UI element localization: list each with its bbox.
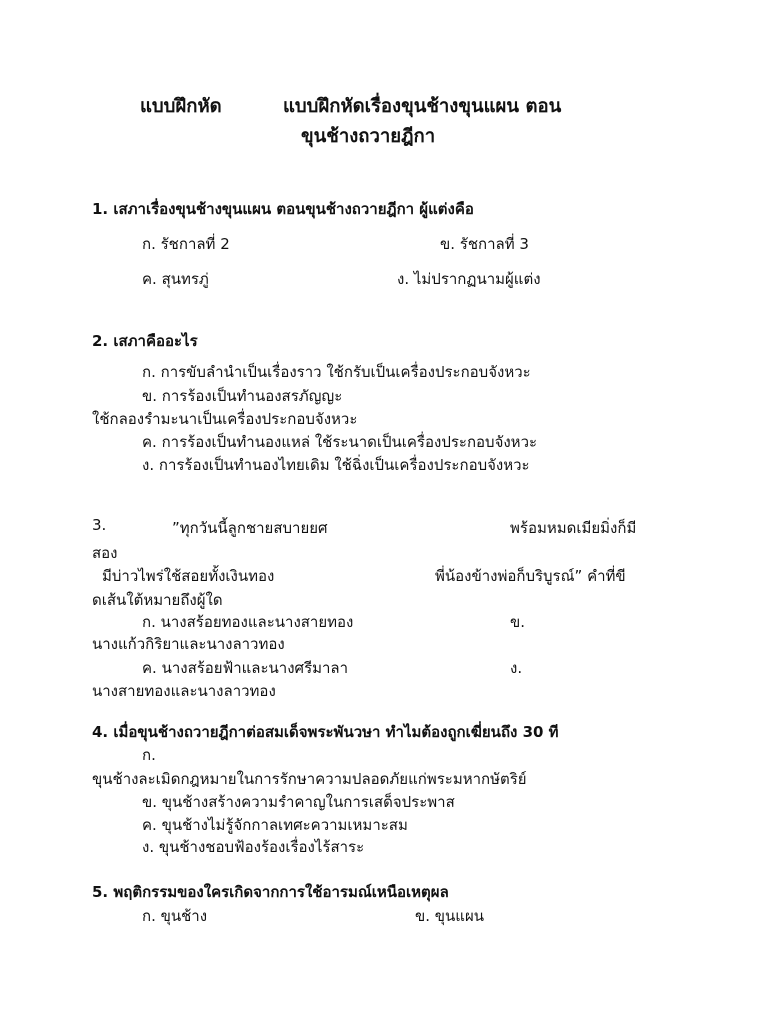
question-2: 2. เสภาคืออะไร [92, 332, 198, 350]
q3-choice-b: ข. [510, 613, 526, 631]
q1-choice-c: ค. สุนทรภู่ [142, 270, 209, 288]
q3-question-tail: ดเส้นใต้หมายถึงผู้ใด [92, 591, 223, 609]
question-5: 5. พฤติกรรมของใครเกิดจากการใช้อารมณ์เหนือเหตุผล [92, 883, 449, 901]
q4-choice-a: ก. [142, 746, 156, 764]
q4-choice-a-continued: ขุนช้างละเมิดกฎหมายในการรักษาความปลอดภัยแก่พระมหากษัตริย์ [92, 770, 527, 788]
q4-choice-c: ค. ขุนช้างไม่รู้จักกาลเทศะความเหมาะสม [142, 816, 408, 834]
q5-choice-b: ข. ขุนแผน [415, 907, 485, 925]
q3-choice-b-continued: นางแก้วกิริยาและนางลาวทอง [92, 635, 285, 653]
q3-choice-a: ก. นางสร้อยทองและนางสายทอง [142, 613, 354, 631]
q3-choice-c: ค. นางสร้อยฟ้าและนางศรีมาลา [142, 659, 349, 677]
q3-verse-3: มีบ่าวไพร่ใช้สอยทั้งเงินทอง [102, 567, 275, 585]
question-3-number: 3. [92, 516, 107, 534]
q4-choice-b: ข. ขุนช้างสร้างความรำคาญในการเสด็จประพาส [142, 793, 455, 811]
q3-verse-4: พี่น้องข้างพ่อก็บริบูรณ์” คำที่ขี [435, 567, 626, 585]
q4-choice-d: ง. ขุนช้างชอบฟ้องร้องเรื่องไร้สาระ [142, 838, 365, 856]
q1-choice-b: ข. รัชกาลที่ 3 [440, 235, 529, 253]
q3-verse-1: ”ทุกวันนี้ลูกชายสบายยศ [172, 519, 328, 537]
question-1: 1. เสภาเรื่องขุนช้างขุนแผน ตอนขุนช้างถวายฎีกา ผู้แต่งคือ [92, 200, 474, 218]
q3-verse-2-wrap: สอง [92, 544, 118, 562]
q1-choice-d: ง. ไม่ปรากฏนามผู้แต่ง [397, 270, 541, 288]
q1-choice-a: ก. รัชกาลที่ 2 [142, 235, 230, 253]
question-4: 4. เมื่อขุนช้างถวายฎีกาต่อสมเด็จพระพันวษา ทำไมต้องถูกเฆี่ยนถึง 30 ที [92, 723, 559, 741]
q2-choice-c: ค. การร้องเป็นทำนองแหล่ ใช้ระนาดเป็นเครื่องประกอบจังหวะ [142, 433, 538, 451]
q3-choice-d-continued: นางสายทองและนางลาวทอง [92, 682, 276, 700]
title-label: แบบฝึกหัด [140, 96, 222, 117]
q5-choice-a: ก. ขุนช้าง [142, 907, 208, 925]
q2-choice-b: ข. การร้องเป็นทำนองสรภัญญะ [142, 387, 343, 405]
q3-choice-d: ง. [510, 659, 523, 677]
q2-choice-a: ก. การขับลำนำเป็นเรื่องราว ใช้กรับเป็นเครื่องประกอบจังหวะ [142, 363, 531, 381]
q2-choice-b-continued: ใช้กลองรำมะนาเป็นเครื่องประกอบจังหวะ [92, 410, 358, 428]
title-line-2: ขุนช้างถวายฎีกา [301, 126, 436, 147]
q2-choice-d: ง. การร้องเป็นทำนองไทยเดิม ใช้ฉิ่งเป็นเครื่องประกอบจังหวะ [142, 456, 530, 474]
q3-verse-2: พร้อมหมดเมียมิ่งก็มี [510, 519, 637, 537]
title-line-1: แบบฝึกหัดเรื่องขุนช้างขุนแผน ตอน [283, 96, 562, 117]
